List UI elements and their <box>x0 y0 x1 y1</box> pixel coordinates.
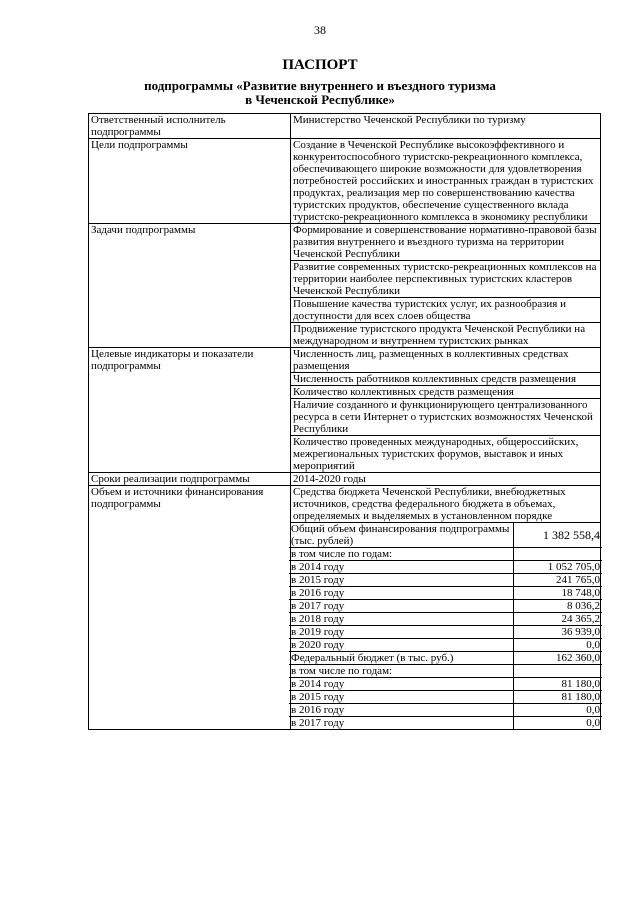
year-label: в 2015 году <box>291 691 345 703</box>
year-value: 1 052 705,0 <box>513 561 602 573</box>
subtitle-line-2: в Чеченской Республике» <box>245 92 395 107</box>
indicator-item: Количество коллективных средств размещения <box>291 385 600 398</box>
row-funding <box>89 486 601 730</box>
year-value: 0,0 <box>513 704 602 716</box>
year-value: 8 036,2 <box>513 600 602 612</box>
task-item: Повышение качества туристских услуг, их разнообразия и доступности для всех слоев общества <box>291 297 600 322</box>
indicators-label: Целевые индикаторы и показатели подпрограммы <box>89 348 291 473</box>
amount-row <box>289 677 602 690</box>
year-label: в 2017 году <box>291 600 345 612</box>
year-value: 18 748,0 <box>513 587 602 599</box>
indicator-item: Численность лиц, размещенных в коллективных средствах размещения <box>293 348 569 372</box>
indicator-item: Количество проведенных международных, общероссийских, межрегиональных туристских форумов, выставок и иных мероприятий <box>291 435 600 472</box>
year-value: 0,0 <box>513 717 602 729</box>
year-label: в 2020 году <box>291 639 345 651</box>
year-label: в 2018 году <box>291 613 345 625</box>
year-label: в 2017 году <box>291 717 345 729</box>
amount-row <box>289 599 602 612</box>
tasks-list <box>291 224 601 348</box>
amount-row <box>289 716 602 729</box>
funding-details <box>291 486 601 730</box>
amount-row <box>289 690 602 703</box>
funding-total-row <box>289 523 602 547</box>
row-indicators <box>89 348 601 473</box>
page-number: 38 <box>314 23 326 37</box>
row-tasks <box>89 224 601 348</box>
federal-total-label: Федеральный бюджет (в тыс. руб.) <box>291 652 454 664</box>
amount-value-empty <box>513 548 602 560</box>
amount-row <box>289 547 602 560</box>
year-label: в 2014 году <box>291 678 345 690</box>
executor-value: Министерство Чеченской Республики по туризму <box>291 114 601 139</box>
year-value: 0,0 <box>513 639 602 651</box>
amount-row <box>289 560 602 573</box>
timing-label: Сроки реализации подпрограммы <box>89 473 291 486</box>
year-label: в 2019 году <box>291 626 345 638</box>
year-value: 241 765,0 <box>513 574 602 586</box>
year-label: в 2016 году <box>291 587 345 599</box>
task-item: Продвижение туристского продукта Чеченской Республики на международном и внутреннем туристских рынках <box>291 322 600 347</box>
amount-row <box>289 703 602 716</box>
indicator-item: Наличие созданного и функционирующего централизованного ресурса в сети Интернет о туристских возможностях Чеченской Республики <box>291 398 600 435</box>
funding-intro: Средства бюджета Чеченской Республики, внебюджетных источников, средства федерального бюджета в объемах, определяемых и выделяемых в установленном порядке <box>293 486 566 522</box>
year-value: 36 939,0 <box>513 626 602 638</box>
row-goals <box>89 139 601 224</box>
year-value: 81 180,0 <box>513 691 602 703</box>
year-label: в 2014 году <box>291 561 345 573</box>
timing-value: 2014-2020 годы <box>291 473 601 486</box>
subtitle-line-1: подпрограммы «Развитие внутреннего и въездного туризма <box>144 78 496 93</box>
year-label: в 2016 году <box>291 704 345 716</box>
passport-table <box>88 113 601 730</box>
amount-value-empty <box>513 665 602 677</box>
goals-label: Цели подпрограммы <box>89 139 291 224</box>
document-title: ПАСПОРТ <box>282 57 358 73</box>
indicator-item: Численность работников коллективных средств размещения <box>291 372 600 385</box>
row-timing <box>89 473 601 486</box>
amount-row <box>289 586 602 599</box>
funding-label: Объем и источники финансирования подпрограммы <box>89 486 291 730</box>
executor-label: Ответственный исполнитель подпрограммы <box>89 114 291 139</box>
by-year-label: в том числе по годам: <box>291 665 393 677</box>
funding-amounts <box>291 522 600 729</box>
federal-total-value: 162 360,0 <box>513 652 602 664</box>
tasks-label: Задачи подпрограммы <box>89 224 291 348</box>
funding-total-value: 1 382 558,4 <box>513 523 602 547</box>
federal-total-row <box>289 651 602 664</box>
row-executor <box>89 114 601 139</box>
year-value: 81 180,0 <box>513 678 602 690</box>
task-item: Формирование и совершенствование нормативно-правовой базы развития внутреннего и въездного туризма на территории Чеченской Республики <box>293 224 597 260</box>
year-value: 24 365,2 <box>513 613 602 625</box>
amount-row <box>289 638 602 651</box>
document-subtitle <box>0 79 640 107</box>
goals-value: Создание в Чеченской Республике высокоэффективного и конкурентоспособного туристско-рекреационного комплекса, обеспечивающего широкие возможности для удовлетворения потребностей российских и иностранных граждан в туристских продуктах, реализация мер по совершенствованию качества туристских продуктов, обеспечение существенного вклада туристско-рекреационного комплекса в экономику республики <box>291 139 601 224</box>
funding-total-label: Общий объем финансирования подпрограммы (тыс. рублей) <box>291 523 510 547</box>
amount-row <box>289 612 602 625</box>
amount-row <box>289 664 602 677</box>
amount-row <box>289 573 602 586</box>
indicators-list <box>291 348 601 473</box>
amount-row <box>289 625 602 638</box>
by-year-label: в том числе по годам: <box>291 548 393 560</box>
year-label: в 2015 году <box>291 574 345 586</box>
task-item: Развитие современных туристско-рекреационных комплексов на территории наиболее перспективных туристских кластеров Чеченской Республики <box>291 260 600 297</box>
